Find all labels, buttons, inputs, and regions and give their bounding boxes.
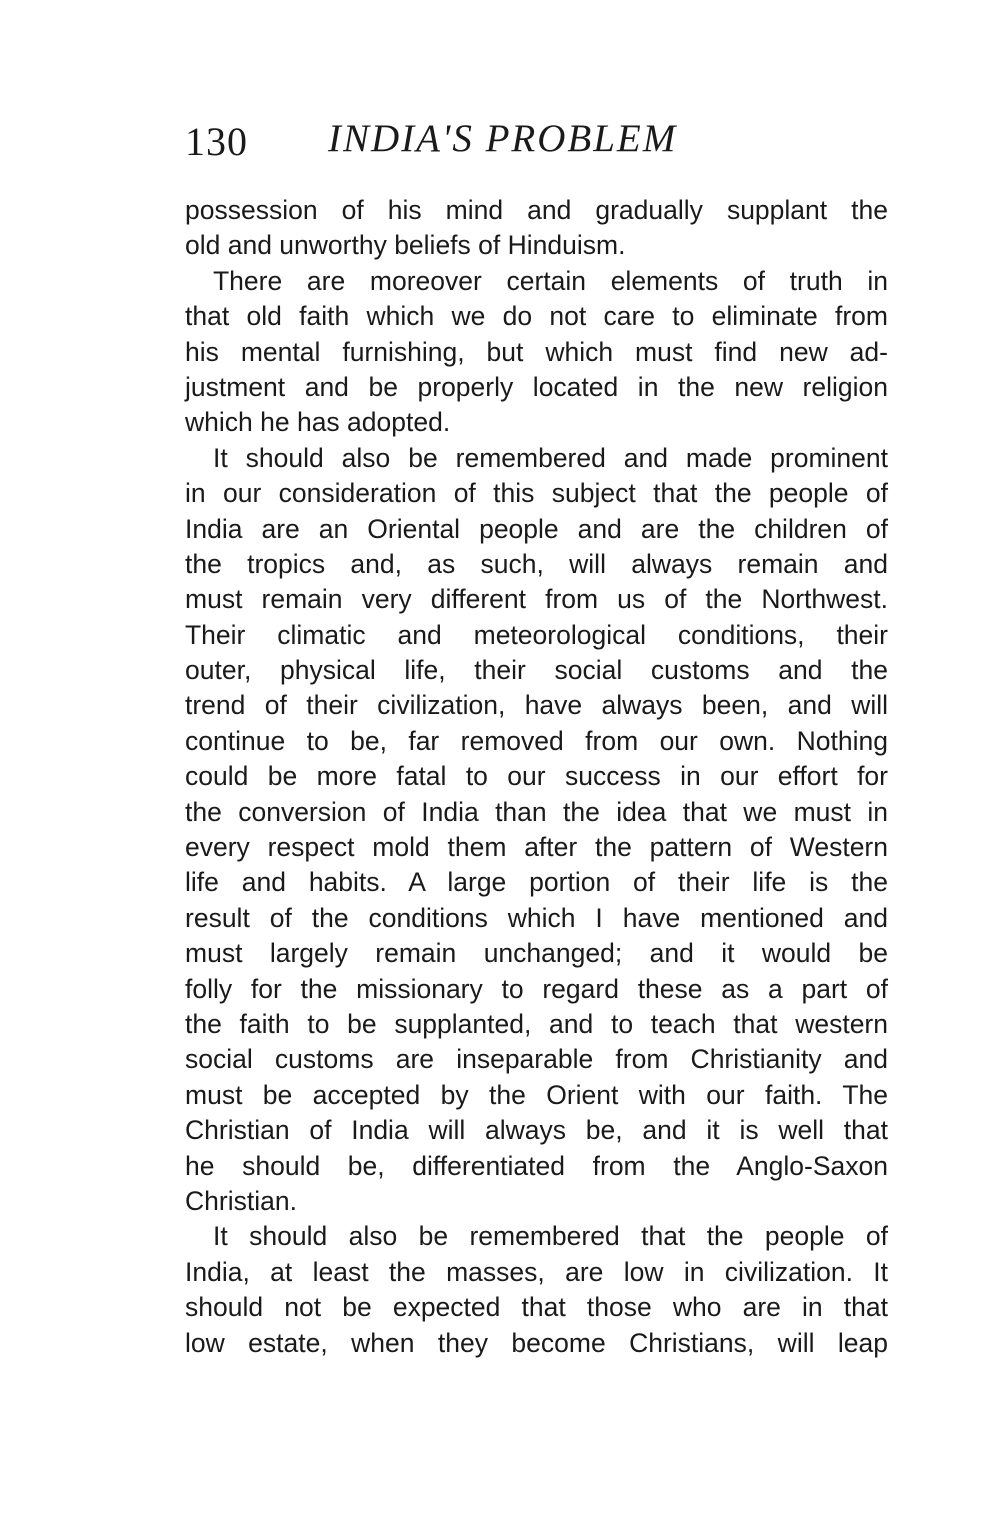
text-line: folly for the missionary to regard these as a part of [185,973,888,1004]
text-line: old and unworthy beliefs of Hinduism. [185,230,626,261]
text-line: the conversion of India than the idea that we must in [185,796,888,827]
text-line: result of the conditions which I have mentioned and [185,902,888,933]
text-line: It should also be remembered and made prominent [213,442,888,473]
text-line: outer, physical life, their social customs and the [185,655,888,686]
text-line: There are moreover certain elements of truth in [213,265,888,296]
paragraph [185,441,888,1220]
text-line: trend of their civilization, have always been, and will [185,690,888,721]
text-line: must remain very different from us of the Northwest. [185,584,888,615]
text-line: must largely remain unchanged; and it would be [185,938,888,969]
paragraph [185,193,888,264]
text-line: Christian. [185,1185,297,1216]
text-line: Christian of India will always be, and it is well that [185,1115,888,1146]
text-line: life and habits. A large portion of their life is the [185,867,888,898]
text-line: India, at least the masses, are low in civilization. It [185,1256,888,1287]
paragraph [185,1219,888,1361]
text-line: must be accepted by the Orient with our faith. The [185,1079,888,1110]
text-line: Their climatic and meteorological conditions, their [185,619,888,650]
text-line: India are an Oriental people and are the children of [185,513,888,544]
text-line: low estate, when they become Christians, will leap [185,1327,888,1358]
text-line: It should also be remembered that the people of [213,1221,888,1252]
paragraph [185,264,888,441]
text-line: in our consideration of this subject that the people of [185,478,888,509]
text-line: should not be expected that those who are in that [185,1292,888,1323]
text-line: he should be, differentiated from the Anglo-Saxon [185,1150,888,1181]
body-text [185,193,888,1361]
page-number: 130 [185,119,248,164]
text-line: the tropics and, as such, will always remain and [185,548,888,579]
text-line: social customs are inseparable from Christianity and [185,1044,888,1075]
text-line: the faith to be supplanted, and to teach that western [185,1008,888,1039]
text-line: continue to be, far removed from our own. Nothing [185,725,888,756]
text-line: every respect mold them after the pattern of Western [185,832,888,863]
text-line: could be more fatal to our success in our effort for [185,761,888,792]
text-line: justment and be properly located in the new religion [185,371,888,402]
text-line: that old faith which we do not care to eliminate from [185,301,888,332]
text-line: his mental furnishing, but which must find new ad- [185,336,888,367]
running-title: INDIA'S PROBLEM [328,117,678,160]
text-line: which he has adopted. [185,407,451,438]
text-line: possession of his mind and gradually supplant the [185,195,888,225]
